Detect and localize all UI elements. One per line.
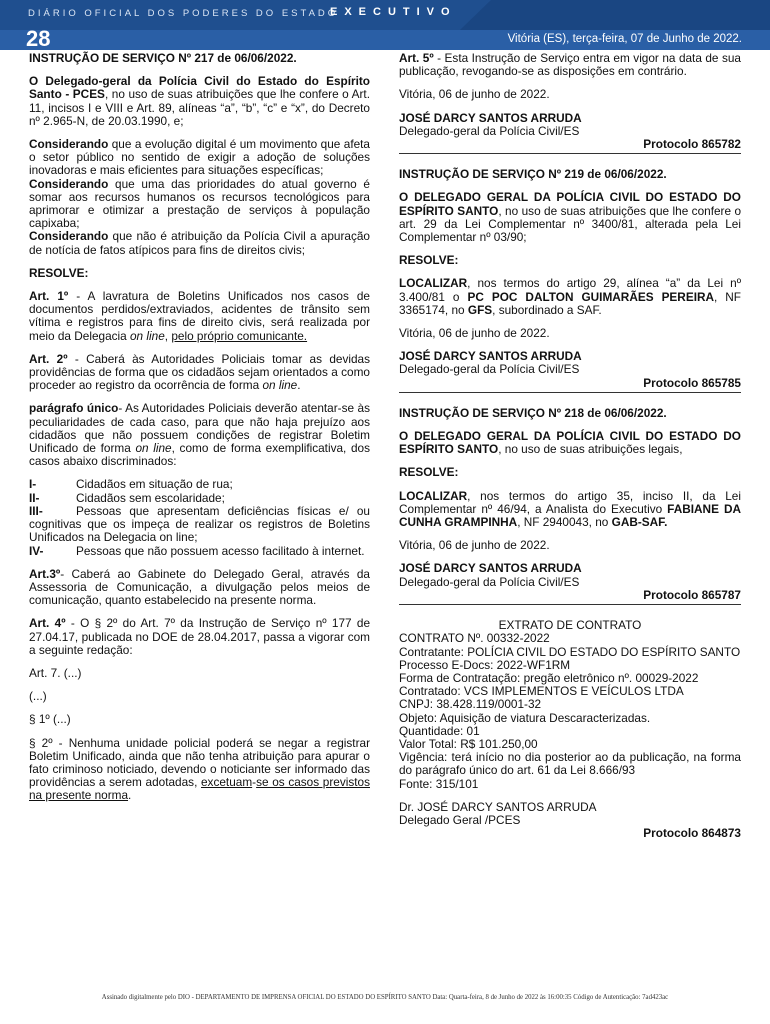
extract-line: CONTRATO Nº. 00332-2022 xyxy=(399,631,550,646)
extract-line: Quantidade: 01 xyxy=(399,723,480,738)
paragrafo-unico: parágrafo único- As Autoridades Policiais deverão atentar-se às peculiaridades de cada caso, para que não haja prejuízo aos cidadãos que não possuem condições de registrar Boletim Unificado de forma on line, como de forma exemplificativa, dos casos abaixo discriminados: xyxy=(29,401,370,469)
protocol-865782: Protocolo 865782 xyxy=(399,138,741,154)
doc-title-217: INSTRUÇÃO DE SERVIÇO Nº 217 de 06/06/2022. xyxy=(29,51,297,65)
localizar-219: LOCALIZAR, nos termos do artigo 29, alínea “a” da Lei nº 3.400/81 o PC POC DALTON GUIMARÃES PEREIRA, NF 3365174, no GFS, subordinado a SAF. xyxy=(399,276,742,317)
signature-role: Delegado-geral da Polícia Civil/ES xyxy=(399,574,580,589)
item-list xyxy=(29,478,370,557)
issue-date: Vitória (ES), terça-feira, 07 de Junho de 2022. xyxy=(507,33,742,45)
extract-line: Processo E-Docs: 2022-WF1RM xyxy=(399,657,571,672)
intro-218: O DELEGADO GERAL DA POLÍCIA CIVIL DO ESTADO DO ESPÍRITO SANTO, no uso de suas atribuições legais, xyxy=(399,429,741,457)
extract-line: Fonte: 315/101 xyxy=(399,776,479,791)
resolve-heading: RESOLVE: xyxy=(399,253,459,268)
list-item: III- Pessoas que apresentam deficiências físicas e/ ou cognitivas que os impeça de realizar os registros de Boletins Unificados na Delegacia on line; xyxy=(29,503,370,545)
left-column xyxy=(29,52,370,813)
resolve-heading: RESOLVE: xyxy=(29,265,89,280)
signature-name: JOSÉ DARCY SANTOS ARRUDA xyxy=(399,110,582,125)
place-date-2: Vitória, 06 de junho de 2022. xyxy=(399,326,550,341)
signature-name: JOSÉ DARCY SANTOS ARRUDA xyxy=(399,561,582,576)
article-5: Art. 5º - Esta Instrução de Serviço entra em vigor na data de sua publicação, revogando-se as disposições em contrário. xyxy=(399,51,741,79)
extract-line: CNPJ: 38.428.119/0001-32 xyxy=(399,697,542,712)
header-bar xyxy=(0,0,770,30)
extract-line: Vigência: terá início no dia posterior ao da publicação, na forma do parágrafo único do art. 61 da Lei 8.666/93 xyxy=(399,750,741,778)
journal-name: DIÁRIO OFICIAL DOS PODERES DO ESTADO xyxy=(28,8,339,19)
signature-name: JOSÉ DARCY SANTOS ARRUDA xyxy=(399,349,582,364)
article-3: Art.3º- Caberá ao Gabinete do Delegado Geral, através da Assessoria de Comunicação, a divulgação pelos meios de comunicação, quanto estabelecido na presente norma. xyxy=(29,566,370,608)
considerando-3: Considerando que não é atribuição da Polícia Civil a apuração de notícia de fatos atípicos para fins de direitos civis; xyxy=(29,229,370,257)
place-date-1: Vitória, 06 de junho de 2022. xyxy=(399,87,550,102)
signature-role: Delegado-geral da Polícia Civil/ES xyxy=(399,362,580,377)
intro-paragraph: O Delegado-geral da Polícia Civil do Estado do Espírito Santo - PCES, no uso de suas atribuições que lhe confere o Art. 11, incisos I e VIII e Art. 89, alíneas “a”, “b”, “c” e “x”, do Decreto nº 2.965-N, de 20.03.1990, e; xyxy=(29,74,370,128)
section-name: EXECUTIVO xyxy=(330,6,457,18)
resolve-heading: RESOLVE: xyxy=(399,465,459,480)
place-date-3: Vitória, 06 de junho de 2022. xyxy=(399,538,550,553)
extract-line: Forma de Contratação: pregão eletrônico nº. 00029-2022 xyxy=(399,670,699,685)
localizar-218: LOCALIZAR, nos termos do artigo 35, inciso II, da Lei Complementar nº 46/94, a Analista do Executivo FABIANE DA CUNHA GRAMPINHA, NF 2940043, no GAB-SAF. xyxy=(399,488,741,530)
right-column xyxy=(399,52,741,856)
list-item: I- Cidadãos em situação de rua; xyxy=(29,477,233,492)
article-2: Art. 2º - Caberá às Autoridades Policiais tomar as devidas providências de forma que os cidadãos sejam orientados a como proceder ao registro da ocorrência de forma on line. xyxy=(29,351,371,393)
list-item: IV- Pessoas que não possuem acesso facilitado à internet. xyxy=(29,543,365,558)
signature-role: Delegado-geral da Polícia Civil/ES xyxy=(399,123,580,138)
subheader-bar xyxy=(0,26,770,51)
ellipsis-line: (...) xyxy=(29,689,47,704)
protocol-865785: Protocolo 865785 xyxy=(399,377,741,393)
header-corner xyxy=(460,0,770,30)
paragraph-2: § 2º - Nenhuma unidade policial poderá se negar a registrar Boletim Unificado, ainda que não tenha atribuição para apurar o fato criminoso noticiado, devendo o noticiante ser informado das providências a serem adotadas, excetuam-se os casos previstos na presente norma. xyxy=(29,735,370,803)
extract-title: EXTRATO DE CONTRATO xyxy=(498,618,642,633)
art7-line: Art. 7. (...) xyxy=(29,665,82,680)
extract-line: Valor Total: R$ 101.250,00 xyxy=(399,736,538,751)
extract-line: Contratante: POLÍCIA CIVIL DO ESTADO DO ESPÍRITO SANTO xyxy=(399,644,741,659)
extract-line: Contratado: VCS IMPLEMENTOS E VEÍCULOS LTDA xyxy=(399,684,684,699)
article-4: Art. 4º - O § 2º do Art. 7º da Instrução de Serviço nº 177 de 27.04.17, publicada no DOE de 28.04.2017, passa a vigorar com a seguinte redação: xyxy=(29,616,371,657)
signature-name-2: Dr. JOSÉ DARCY SANTOS ARRUDA xyxy=(399,799,597,814)
considerando-1: Considerando que a evolução digital é um movimento que afeta o setor público no sentido de exigir a adoção de soluções inovadoras e mais eficientes para situações específicas; xyxy=(29,137,370,178)
signature-role-2: Delegado Geral /PCES xyxy=(399,812,521,827)
page-number: 28 xyxy=(26,26,51,51)
article-1: Art. 1º - A lavratura de Boletins Unificados nos casos de documentos perdidos/extraviados, acidentes de trânsito sem vítima e registros para fins de direito civis, será realizada por meio da Delegacia on line, pelo próprio comunicante. xyxy=(29,289,370,343)
extract-line: Objeto: Aquisição de viatura Descaracterizadas. xyxy=(399,710,651,725)
doc-title-218: INSTRUÇÃO DE SERVIÇO Nº 218 de 06/06/2022. xyxy=(399,405,667,420)
doc-title-219: INSTRUÇÃO DE SERVIÇO Nº 219 de 06/06/2022. xyxy=(399,167,667,182)
protocol-865787: Protocolo 865787 xyxy=(399,589,741,605)
considerando-2: Considerando que uma das prioridades do atual governo é somar aos recursos humanos os recursos tecnológicos para aprimorar e otimizar a prestação de serviços à população capixaba; xyxy=(29,176,370,231)
protocol-864873: Protocolo 864873 xyxy=(643,826,741,841)
contract-extract xyxy=(399,619,741,791)
paragraph-1-line: § 1º (...) xyxy=(29,712,71,727)
footer-authentication: Assinado digitalmente pelo DIO - DEPARTAMENTO DE IMPRENSA OFICIAL DO ESTADO DO ESPÍRITO SANTO Data: Quarta-feira, 8 de Junho de 2022 às 16:00:35 Código de Autenticação: 7ad423ac xyxy=(101,994,669,1001)
intro-219: O DELEGADO GERAL DA POLÍCIA CIVIL DO ESTADO DO ESPÍRITO SANTO, no uso de suas atribuições que lhe confere o art. 29 da Lei Complementar nº 3400/81, alterada pela Lei Complementar nº 03/90; xyxy=(399,190,742,245)
list-item: II- Cidadãos sem escolaridade; xyxy=(29,490,225,505)
